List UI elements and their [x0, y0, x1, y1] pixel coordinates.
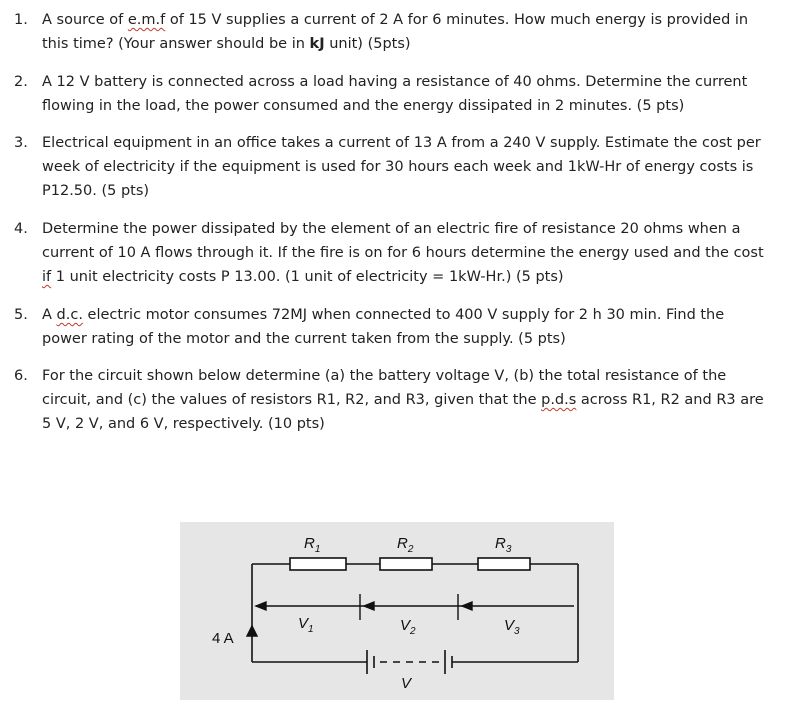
arrow-left-icon	[364, 602, 374, 610]
unit-bold: kJ	[309, 36, 325, 52]
label-v2: $V_2$	[400, 617, 416, 637]
question-number: 2.	[14, 74, 28, 90]
label-r2: $R_2$	[397, 535, 414, 555]
question-number: 5.	[14, 307, 28, 323]
label-v3: $V_3$	[504, 617, 520, 637]
arrow-left-icon	[256, 602, 266, 610]
question-text: A source of e.m.f of 15 V supplies a current of 2 A for 6 minutes. How much energy is provided in this time? (Your answer should be in kJ unit) (5pts)	[42, 12, 749, 52]
question-number: 3.	[14, 135, 28, 151]
spellcheck-word: if	[42, 269, 52, 285]
question-text: A d.c. electric motor consumes 72MJ when connected to 400 V supply for 2 h 30 min. Find the power rating of the motor and the current taken from the supply. (5 pts)	[42, 307, 725, 347]
question-number: 6.	[14, 368, 28, 384]
resistor-r3	[478, 558, 530, 570]
resistor-r2	[380, 558, 432, 570]
spellcheck-word: d.c.	[56, 307, 83, 323]
label-battery-voltage: V	[401, 675, 412, 692]
label-r3: $R_3$	[495, 535, 512, 555]
question-text: A 12 V battery is connected across a load having a resistance of 40 ohms. Determine the current flowing in the load, the power consumed and the energy dissipated in 2 minutes. (5 pts)	[42, 74, 748, 114]
question-text: For the circuit shown below determine (a) the battery voltage V, (b) the total resistance of the circuit, and (c) the values of resistors R1, R2, and R3, given that the p.d.s across R1, R2 and R3 are 5 V, 2 V, and 6 V, respectively. (10 pts)	[42, 368, 764, 432]
label-current: 4 A	[212, 630, 234, 647]
label-r1: $R_1$	[304, 535, 321, 555]
question-text: Electrical equipment in an office takes a current of 13 A from a 240 V supply. Estimate the cost per week of electricity if the equipment is used for 30 hours each week and 1kW-Hr of energy costs is P12.50. (5 pts)	[42, 135, 761, 199]
spellcheck-word: e.m.f	[127, 12, 166, 28]
resistor-r1	[290, 558, 346, 570]
label-v1: $V_1$	[298, 615, 314, 635]
circuit-diagram	[180, 522, 614, 700]
arrow-up-icon	[247, 626, 257, 636]
question-number: 4.	[14, 221, 28, 237]
arrow-left-icon	[462, 602, 472, 610]
question-number: 1.	[14, 12, 28, 28]
spellcheck-word: p.d.s	[541, 392, 577, 408]
question-text: Determine the power dissipated by the element of an electric fire of resistance 20 ohms when a current of 10 A flows through it. If the fire is on for 6 hours determine the energy used and the cost if 1 unit electricity costs P 13.00. (1 unit of electricity = 1kW-Hr.) (5 pts)	[42, 221, 764, 285]
circuit-svg	[180, 522, 614, 700]
